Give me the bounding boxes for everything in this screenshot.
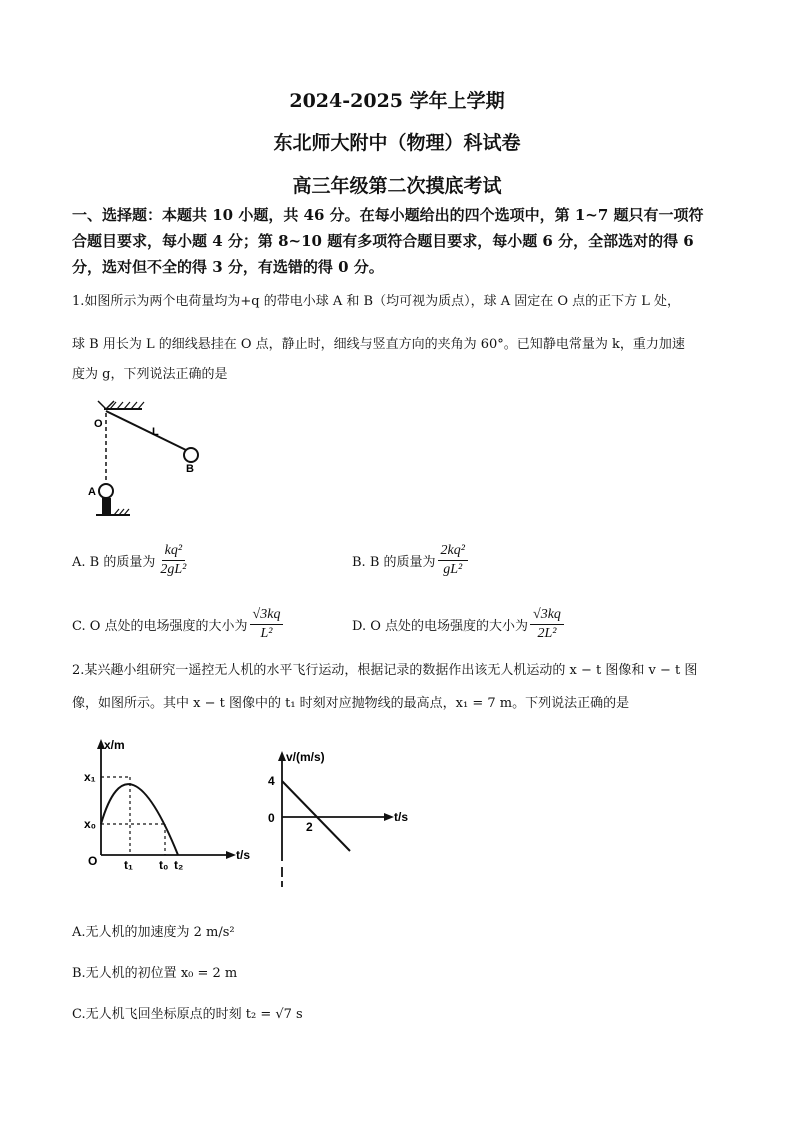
vt-graph xyxy=(262,745,442,895)
ball-B xyxy=(184,448,198,462)
label-L: L xyxy=(152,426,159,438)
q1-option-b-text: B. B 的质量为 xyxy=(352,555,436,570)
q1-option-a-text: A. B 的质量为 xyxy=(72,555,156,570)
xt-xlabel: t/s xyxy=(236,848,251,862)
q2-option-c[interactable]: C.无人机飞回坐标原点的时刻 t₂ = √7 s xyxy=(72,1007,303,1022)
vt-line xyxy=(282,781,350,851)
string-L xyxy=(106,411,188,451)
xt-parabola xyxy=(101,784,178,855)
xt-ylabel: x/m xyxy=(104,738,125,752)
school-subject-title: 东北师大附中（物理）科试卷 xyxy=(273,132,521,154)
xt-x0-label: x₀ xyxy=(84,817,97,831)
q1-stem-line-3: 度为 g，下列说法正确的是 xyxy=(72,367,228,382)
xt-graph xyxy=(80,735,260,870)
vt-ylabel: v/(m/s) xyxy=(286,750,325,764)
q1-option-a[interactable] xyxy=(72,543,189,578)
label-O: O xyxy=(94,418,103,430)
q1-option-b[interactable] xyxy=(352,543,468,578)
xt-t1-label: t₁ xyxy=(124,858,133,870)
section-line-3: 分，选对但不全的得 3 分，有选错的得 0 分。 xyxy=(72,258,384,276)
support-post xyxy=(102,498,111,514)
q1-option-c-fraction: $\frac{√3kq}{\text{L²}}$ xyxy=(250,607,284,642)
q1-option-a-fraction: $\frac{\text{kq²}}{\text{2gL²}}$ xyxy=(160,543,187,577)
xt-origin: O xyxy=(88,854,98,868)
q1-stem-line-1: 1.如图所示为两个电荷量均为+q 的带电小球 A 和 B（均可视为质点），球 A 固定在 O 点的正下方 L 处， xyxy=(72,294,681,309)
label-A: A xyxy=(88,486,96,498)
xt-t0-label: t₀ xyxy=(159,858,169,870)
xt-t2-label: t₂ xyxy=(174,858,184,870)
q1-option-d-fraction: $\frac{√3kq}{\text{2L²}}$ xyxy=(530,607,564,642)
xt-x1-label: x₁ xyxy=(84,770,96,784)
q1-option-b-fraction: $\frac{\text{2kq²}}{\text{gL²}}$ xyxy=(438,543,468,578)
q1-option-c-text: C. O 点处的电场强度的大小为 xyxy=(72,619,248,634)
vt-tick-2: 2 xyxy=(306,820,313,834)
q1-stem-line-2: 球 B 用长为 L 的细线悬挂在 O 点，静止时，细线与竖直方向的夹角为 60°。已知静电常量为 k，重力加速 xyxy=(72,337,685,352)
q1-option-d-text: D. O 点处的电场强度的大小为 xyxy=(352,619,529,634)
vt-y-arrow xyxy=(278,751,286,761)
vt-tick-4: 4 xyxy=(268,774,275,788)
exam-name-title: 高三年级第二次摸底考试 xyxy=(292,175,502,197)
q2-stem-line-2: 像，如图所示。其中 x − t 图像中的 t₁ 时刻对应抛物线的最高点，x₁ = 7 m。下列说法正确的是 xyxy=(72,696,630,711)
section-instructions xyxy=(72,202,732,280)
ball-A xyxy=(99,484,113,498)
section-line-2: 合题目要求，每小题 4 分；第 8~10 题有多项符合题目要求，每小题 6 分，全部选对的得 6 xyxy=(72,232,694,250)
exam-year-title: 2024-2025 学年上学期 xyxy=(289,90,505,112)
section-line-1: 一、选择题：本题共 10 小题，共 46 分。在每小题给出的四个选项中，第 1~7 题只有一项符 xyxy=(72,206,704,224)
q1-option-d[interactable] xyxy=(352,607,564,642)
vt-x-arrow xyxy=(384,813,394,821)
vt-xlabel: t/s xyxy=(394,810,409,824)
label-B: B xyxy=(186,463,194,475)
q2-option-a[interactable]: A.无人机的加速度为 2 m/s² xyxy=(72,925,235,940)
vt-tick-0: 0 xyxy=(268,811,275,825)
q2-stem-line-1: 2.某兴趣小组研究一遥控无人机的水平飞行运动，根据记录的数据作出该无人机运动的 x − t 图像和 v − t 图 xyxy=(72,663,698,678)
q1-option-c[interactable] xyxy=(72,607,283,642)
q1-pendulum-figure xyxy=(80,395,220,525)
q2-option-b[interactable]: B.无人机的初位置 x₀ = 2 m xyxy=(72,966,238,981)
xt-x-arrow xyxy=(226,851,236,859)
